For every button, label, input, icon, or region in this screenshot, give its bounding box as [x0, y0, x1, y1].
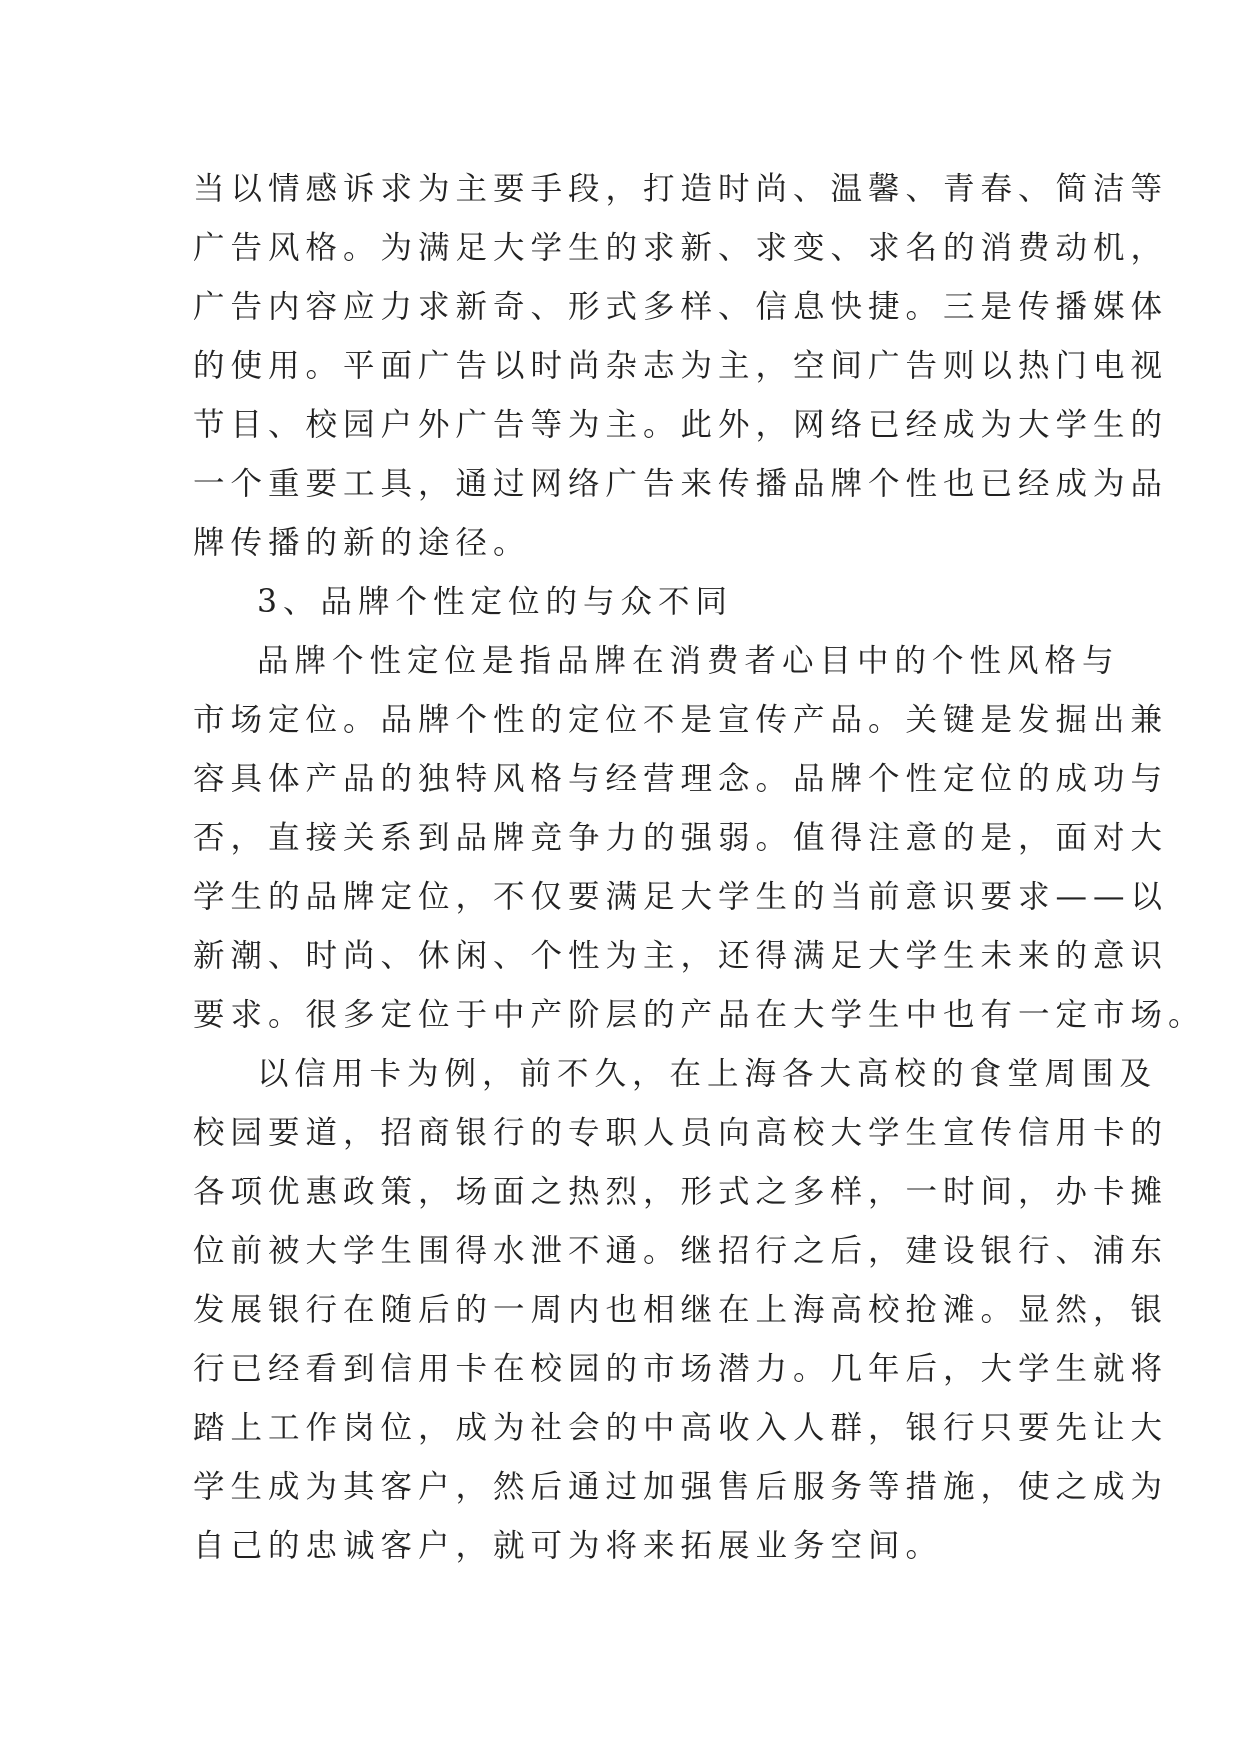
text-line: 要求。很多定位于中产阶层的产品在大学生中也有一定市场。 [193, 997, 1206, 1033]
text-line: 牌传播的新的途径。 [193, 525, 531, 561]
text-line: 新潮、时尚、休闲、个性为主，还得满足大学生未来的意识 [193, 938, 1169, 974]
text-line: 3、品牌个性定位的与众不同 [257, 584, 734, 620]
text-line: 行已经看到信用卡在校园的市场潜力。几年后，大学生就将 [193, 1351, 1169, 1387]
text-line: 位前被大学生围得水泄不通。继招行之后，建设银行、浦东 [193, 1233, 1169, 1269]
text-line: 学生的品牌定位，不仅要满足大学生的当前意识要求——以 [193, 879, 1169, 915]
text-line: 市场定位。品牌个性的定位不是宣传产品。关键是发掘出兼 [193, 702, 1169, 738]
text-line: 广告内容应力求新奇、形式多样、信息快捷。三是传播媒体 [193, 289, 1169, 325]
text-line: 自己的忠诚客户，就可为将来拓展业务空间。 [193, 1528, 944, 1564]
body-text [193, 160, 1206, 1576]
text-line: 校园要道，招商银行的专职人员向高校大学生宣传信用卡的 [193, 1115, 1169, 1151]
text-line: 广告风格。为满足大学生的求新、求变、求名的消费动机， [193, 230, 1169, 266]
text-line: 否，直接关系到品牌竞争力的强弱。值得注意的是，面对大 [193, 820, 1169, 856]
text-line: 踏上工作岗位，成为社会的中高收入人群，银行只要先让大 [193, 1410, 1169, 1446]
text-line: 当以情感诉求为主要手段，打造时尚、温馨、青春、简洁等 [193, 171, 1169, 207]
text-line: 节目、校园户外广告等为主。此外，网络已经成为大学生的 [193, 407, 1169, 443]
text-line: 各项优惠政策，场面之热烈，形式之多样，一时间，办卡摊 [193, 1174, 1169, 1210]
text-line: 容具体产品的独特风格与经营理念。品牌个性定位的成功与 [193, 761, 1169, 797]
text-line: 以信用卡为例，前不久，在上海各大高校的食堂周围及 [257, 1056, 1158, 1092]
text-line: 品牌个性定位是指品牌在消费者心目中的个性风格与 [257, 643, 1120, 679]
text-line: 一个重要工具，通过网络广告来传播品牌个性也已经成为品 [193, 466, 1169, 502]
text-line: 的使用。平面广告以时尚杂志为主，空间广告则以热门电视 [193, 348, 1169, 384]
text-line: 发展银行在随后的一周内也相继在上海高校抢滩。显然，银 [193, 1292, 1169, 1328]
text-line: 学生成为其客户，然后通过加强售后服务等措施，使之成为 [193, 1469, 1169, 1505]
